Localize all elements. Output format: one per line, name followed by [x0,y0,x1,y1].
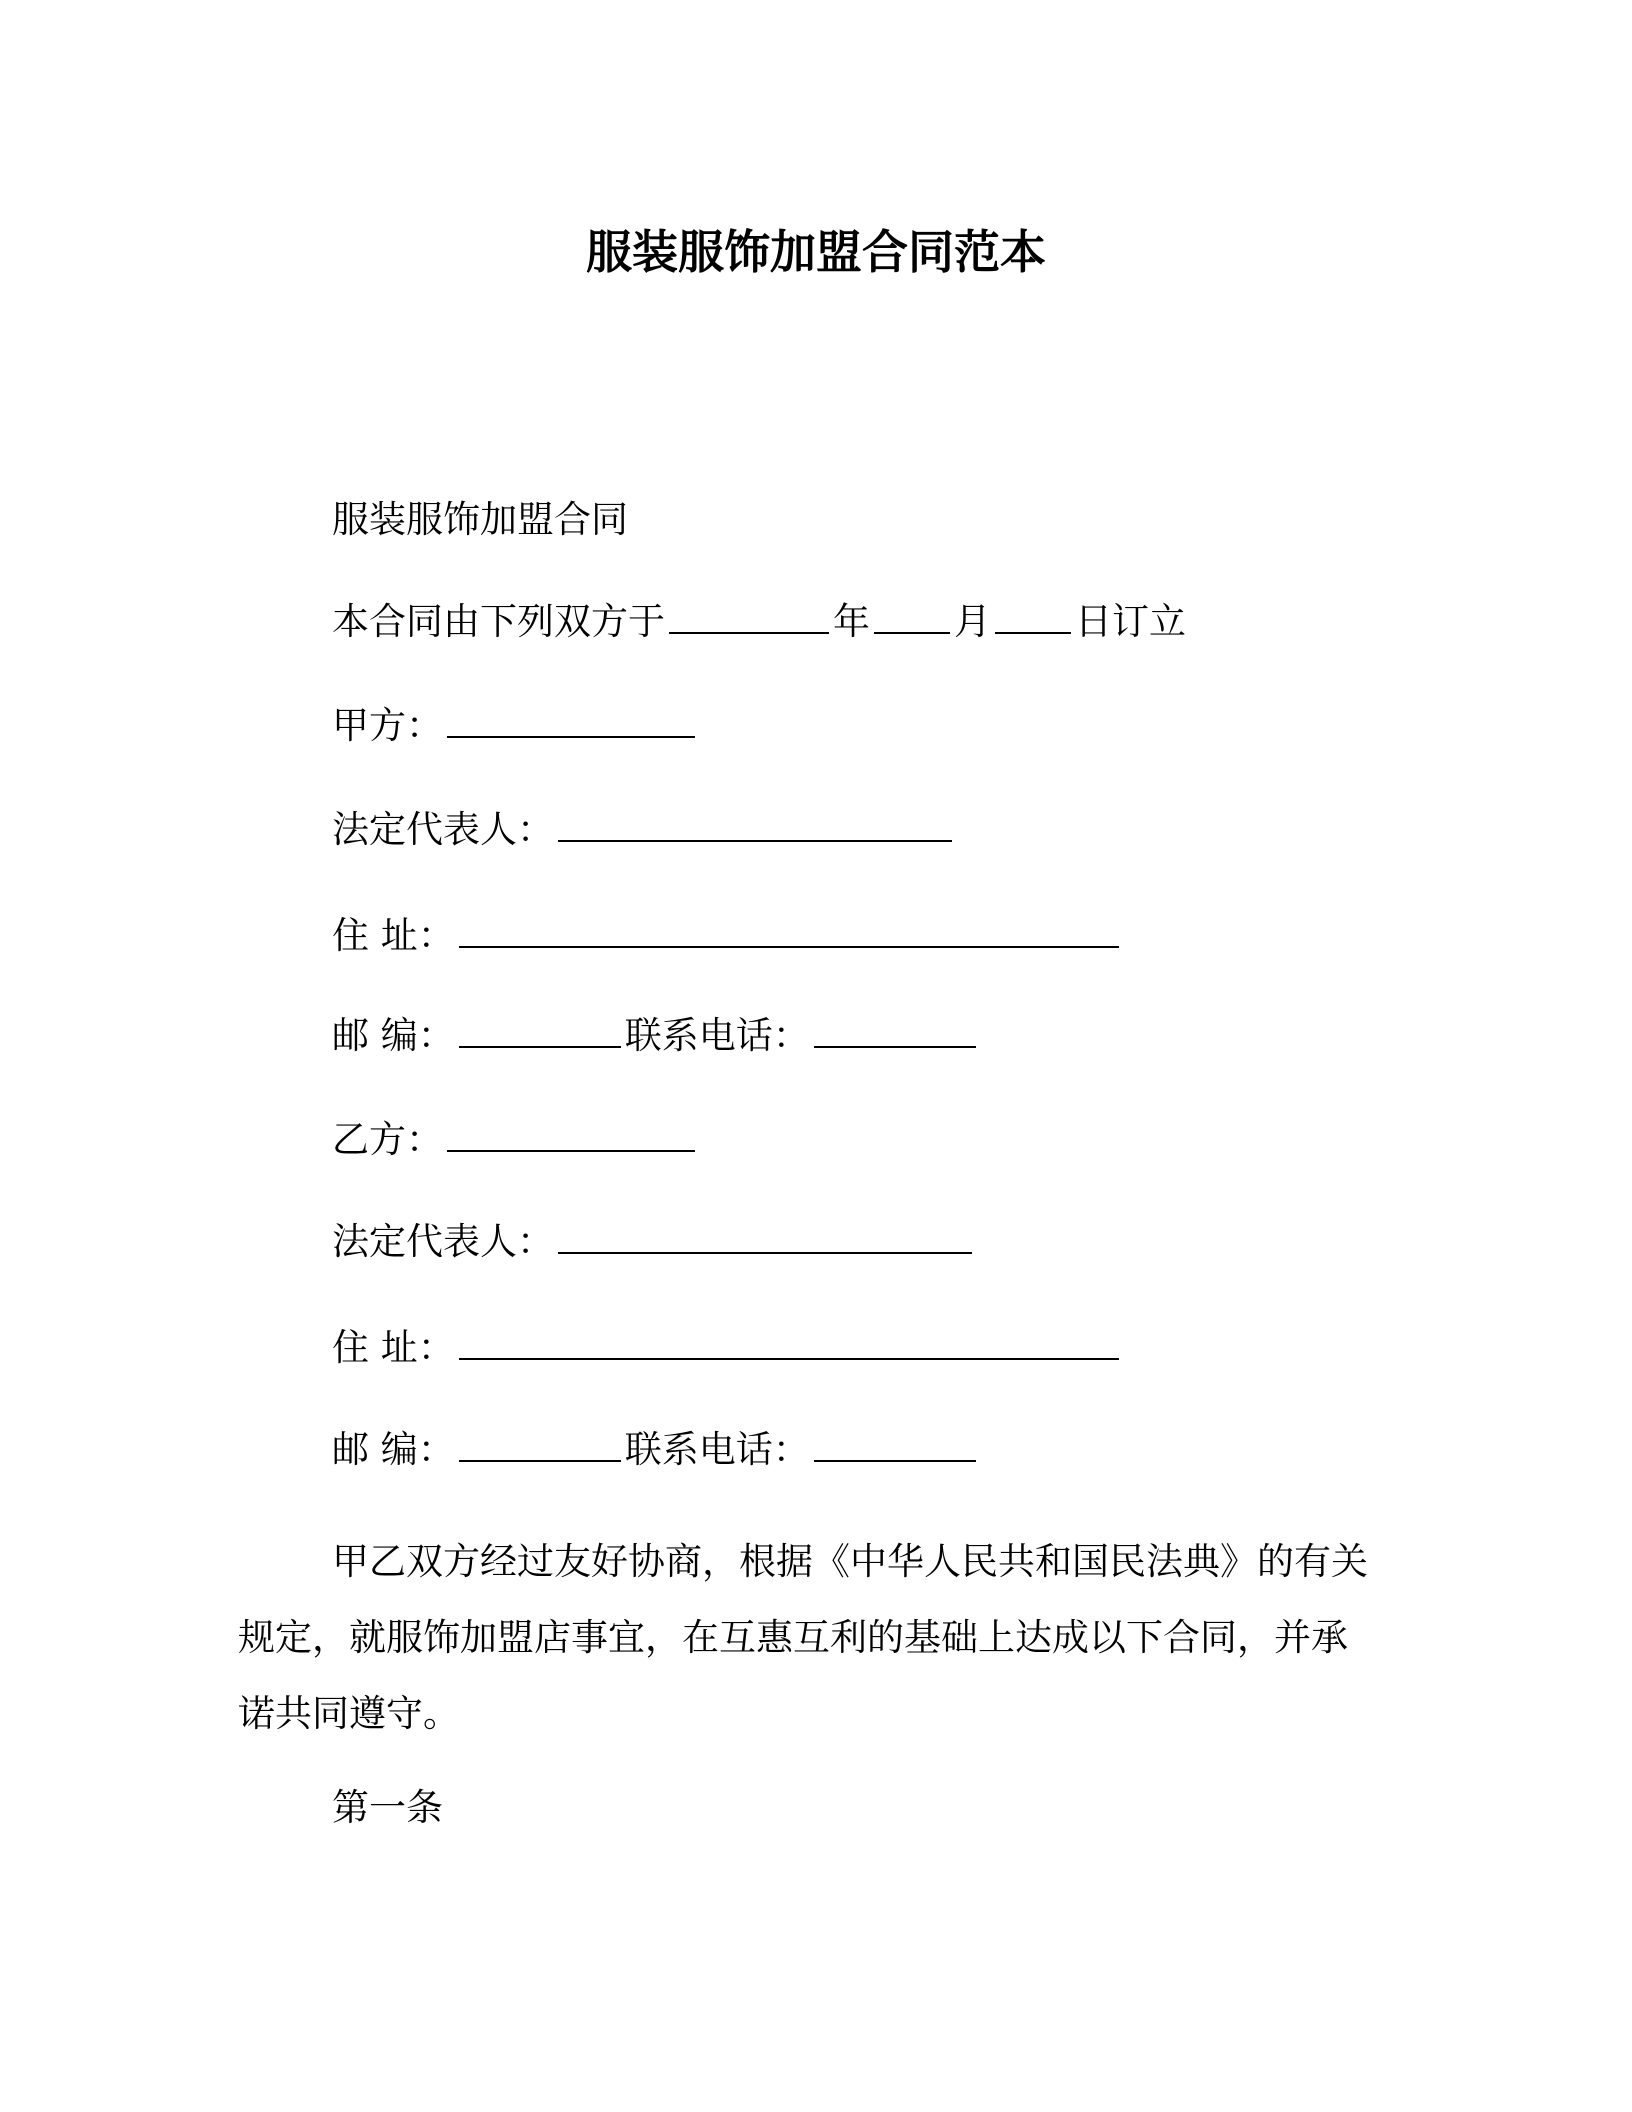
month-label: 月 [954,600,991,643]
day-blank [995,596,1071,634]
party-b-name-blank [447,1114,695,1152]
month-blank [874,596,950,634]
party-b-postcode-label: 邮 编： [332,1428,455,1471]
party-a-contact-row [332,1010,980,1062]
date-line [332,596,1186,648]
party-a-postcode-blank [459,1010,621,1048]
year-blank [669,596,829,634]
day-label: 日订立 [1075,600,1186,643]
party-b-rep-label: 法定代表人： [332,1220,554,1263]
party-b-label: 乙方： [332,1118,443,1161]
party-b-phone-blank [814,1424,976,1462]
party-b-contact-row [332,1424,980,1476]
document-title: 服装服饰加盟合同范本 [586,225,1046,279]
party-a-address-label: 住 址： [332,914,455,957]
party-b-phone-label: 联系电话： [624,1428,810,1471]
article-1-heading: 第一条 [332,1786,443,1829]
party-b-rep-blank [558,1216,972,1254]
party-a-label: 甲方： [332,704,443,747]
party-b-address-blank [459,1322,1119,1360]
party-a-phone-label: 联系电话： [624,1014,810,1057]
party-a-address-blank [459,910,1119,948]
party-a-rep-label: 法定代表人： [332,808,554,851]
party-b-address-label: 住 址： [332,1326,455,1369]
party-a-rep-blank [558,804,952,842]
contract-subtitle: 服装服饰加盟合同 [332,498,628,541]
party-b-rep-row [332,1216,976,1268]
date-line-prefix: 本合同由下列双方于 [332,600,665,643]
party-b-postcode-blank [459,1424,621,1462]
party-b-name-row [332,1114,699,1166]
party-a-address-row [332,910,1123,962]
party-a-postcode-label: 邮 编： [332,1014,455,1057]
party-b-address-row [332,1322,1123,1374]
party-a-name-row [332,700,699,752]
party-a-rep-row [332,804,956,856]
year-label: 年 [833,600,870,643]
party-a-name-blank [447,700,695,738]
party-a-phone-blank [814,1010,976,1048]
preamble-paragraph: 甲乙双方经过友好协商，根据《中华人民共和国民法典》的有关规定，就服饰加盟店事宜，在互惠互利的基础上达成以下合同，并承诺共同遵守。 [238,1540,1368,1735]
